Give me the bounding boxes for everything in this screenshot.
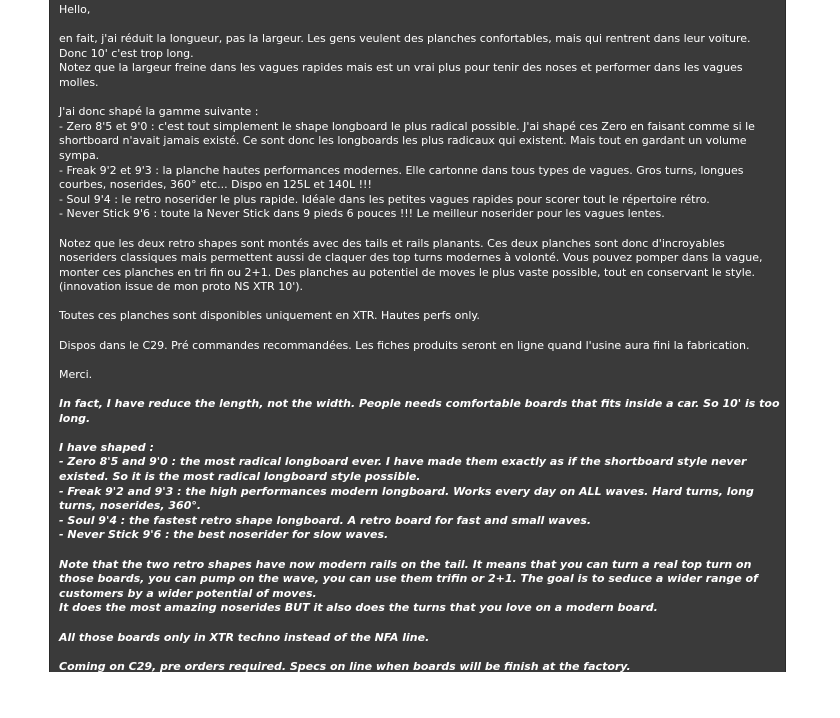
coming-en: Coming on C29, pre orders required. Specs on line when boards will be finish at the factory. [59, 659, 631, 673]
thanks-fr: Merci. [59, 367, 93, 381]
range-list-fr [59, 105, 781, 222]
availability-fr: Toutes ces planches sont disponibles uniquement en XTR. Hautes perfs only. [59, 309, 480, 323]
intro-paragraph-en: In fact, I have reduce the length, not the width. People needs comfortable boards that fits inside a car. So 10' is too long. [59, 397, 780, 425]
message-body [59, 3, 781, 718]
range-item-freak-en: - Freak 9'2 and 9'3 : the high performances modern longboard. Works every day on ALL waves. Hard turns, long turns, noserides, 360°. [59, 484, 754, 513]
range-heading-fr: J'ai donc shapé la gamme suivante : [59, 105, 259, 119]
range-item-freak-fr: - Freak 9'2 et 9'3 : la planche hautes performances modernes. Elle cartonne dans tous types de vagues. Gros turns, longues courbes, noserides, 360° etc... Dispo en 125L et 140L !!! [59, 163, 744, 192]
intro-paragraph-fr [59, 32, 781, 90]
availability-en: All those boards only in XTR techno instead of the NFA line. [59, 630, 430, 644]
retro-text-en: Note that the two retro shapes have now modern rails on the tail. It means that you can turn a real top turn on those boards, you can pump on the wave, you can use them trifin or 2+1. The goal is to seduce a wider range of customers by a wider potential of moves. [59, 557, 758, 600]
range-item-soul-fr: - Soul 9'4 : le retro noserider le plus rapide. Idéale dans les petites vagues rapides pour scorer tout le répertoire rétro. [59, 192, 710, 206]
greeting: Hello, [59, 3, 91, 16]
range-item-zero-en: - Zero 8'5 and 9'0 : the most radical longboard ever. I have made them exactly as if the shortboard style never existed. So it is the most radical longboard style possible. [59, 455, 747, 483]
range-list-en [59, 441, 781, 543]
thanks-en: Thanks. [59, 688, 108, 702]
dispos-fr: Dispos dans le C29. Pré commandes recommandées. Les fiches produits seront en ligne quand l'usine aura fini la fabrication. [59, 338, 750, 352]
retro-paragraph-en [59, 558, 781, 616]
range-item-zero-fr: - Zero 8'5 et 9'0 : c'est tout simplement le shape longboard le plus radical possible. J'ai shapé ces Zero en faisant comme si le shortboard n'avait jamais existé. Ce sont donc les longboards les plus radicaux qui existent. Mais tout en gardant un volume sympa. [59, 119, 755, 162]
retro-paragraph-fr: Notez que les deux retro shapes sont montés avec des tails et rails planants. Ces deux planches sont donc d'incroyables noseriders classiques mais permettent aussi de claquer des top turns modernes à volonté. Vous pouvez pomper dans la vague, monter ces planches en tri fin ou 2+1. Des planches au potentiel de moves le plus vaste possible, tout en conservant le style. (innovation issue de mon proto NS XTR 10'). [59, 236, 763, 294]
intro-line-1: en fait, j'ai réduit la longueur, pas la largeur. Les gens veulent des planches confortables, mais qui rentrent dans leur voiture. Donc 10' c'est trop long. [59, 32, 751, 60]
noserides-line-en: It does the most amazing noserides BUT it also does the turns that you love on a modern board. [59, 601, 658, 615]
message-panel [49, 0, 786, 702]
range-item-never-stick-en: - Never Stick 9'6 : the best noserider for slow waves. [59, 528, 389, 542]
range-heading-en: I have shaped : [59, 440, 154, 454]
range-item-never-stick-fr: - Never Stick 9'6 : toute la Never Stick dans 9 pieds 6 pouces !!! Le meilleur noserider pour les vagues lentes. [59, 207, 665, 221]
intro-line-2: Notez que la largeur freine dans les vagues rapides mais est un vrai plus pour tenir des noses et performer dans les vagues molles. [59, 61, 743, 89]
range-item-soul-en: - Soul 9'4 : the fastest retro shape longboard. A retro board for fast and small waves. [59, 513, 592, 527]
